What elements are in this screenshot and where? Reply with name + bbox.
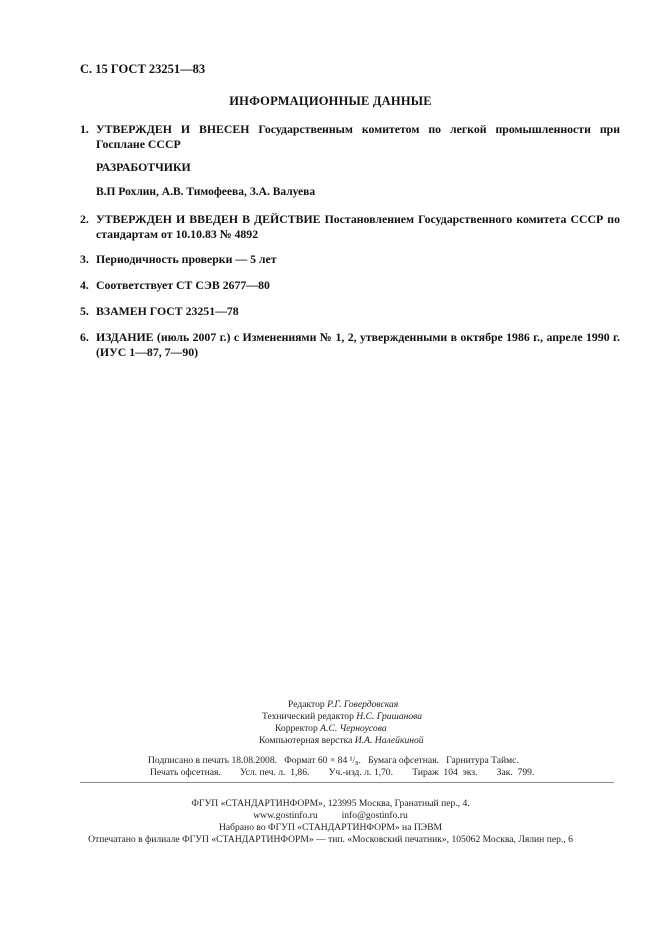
info-item-4	[80, 278, 620, 293]
item-lead: ИЗДАНИЕ	[96, 330, 154, 344]
item-number: 5.	[80, 304, 89, 318]
item-text: Периодичность проверки — 5 лет	[96, 252, 277, 266]
item-lead: УТВЕРЖДЕН И ВНЕСЕН	[96, 122, 250, 136]
info-item-6	[80, 330, 620, 360]
publisher-line: ФГУП «СТАНДАРТИНФОРМ», 123995 Москва, Гранатный пер., 4.	[191, 798, 470, 809]
developers-names: В.П Рохлин, А.В. Тимофеева, З.А. Валуева	[96, 186, 316, 198]
section-title: ИНФОРМАЦИОННЫЕ ДАННЫЕ	[229, 94, 432, 108]
web-line: www.gostinfo.ru info@gostinfo.ru	[253, 810, 408, 821]
corrector-label: Корректор	[275, 723, 318, 734]
item-text: Государственным комитетом по легкой промышленности при Госплане СССР	[96, 122, 620, 151]
info-item-1	[80, 122, 620, 152]
editor-name: Р.Г. Говердовская	[327, 699, 399, 710]
item-number: 3.	[80, 252, 89, 266]
item-number: 4.	[80, 278, 89, 292]
layout-label: Компьютерная верстка	[259, 735, 353, 746]
item-lead: ВЗАМЕН ГОСТ 23251—78	[96, 304, 239, 318]
signed-line: Подписано в печать 18.08.2008. Формат 60 × 84 ¹/₈. Бумага офсетная. Гарнитура Таймс.	[148, 755, 519, 766]
item-number: 2.	[80, 212, 89, 226]
item-text: Соответствует СТ СЭВ 2677—80	[96, 278, 270, 292]
item-number: 1.	[80, 122, 89, 136]
page-header: С. 15 ГОСТ 23251—83	[80, 62, 206, 76]
corrector-name: А.С. Черноусова	[320, 723, 387, 734]
info-item-2	[80, 212, 620, 242]
print-line: Печать офсетная. Усл. печ. л. 1,86. Уч.-изд. л. 1,70. Тираж 104 экз. Зак. 799.	[150, 767, 535, 778]
separator-rule	[80, 782, 614, 783]
printed-line: Отпечатано в филиале ФГУП «СТАНДАРТИНФОРМ» — тип. «Московский печатник», 105062 Москва, Лялин пер., 6	[88, 834, 573, 845]
layout-line	[259, 735, 424, 748]
item-text: (июль 2007 г.) с Изменениями № 1, 2, утвержденными в октябре 1986 г., апреле 1990 г. (ИУС 1—87, 7—90)	[96, 330, 620, 359]
typeset-line: Набрано во ФГУП «СТАНДАРТИНФОРМ» на ПЭВМ	[218, 822, 443, 833]
info-item-5	[80, 304, 620, 319]
tech-editor-name: Н.С. Гришанова	[356, 711, 423, 722]
editor-label: Редактор	[288, 699, 325, 710]
corrector-line	[275, 723, 387, 736]
info-item-3	[80, 252, 620, 267]
editor-line	[288, 699, 398, 712]
tech-editor-label: Технический редактор	[262, 711, 354, 722]
layout-name: И.А. Налейкиной	[354, 735, 424, 746]
item-text: Постановлением Государственного комитета СССР по стандартам от 10.10.83 № 4892	[96, 212, 621, 241]
tech-editor-line	[262, 711, 422, 724]
developers-heading: РАЗРАБОТЧИКИ	[96, 160, 191, 174]
item-number: 6.	[80, 330, 89, 344]
item-lead: УТВЕРЖДЕН И ВВЕДЕН В ДЕЙСТВИЕ	[96, 212, 321, 226]
